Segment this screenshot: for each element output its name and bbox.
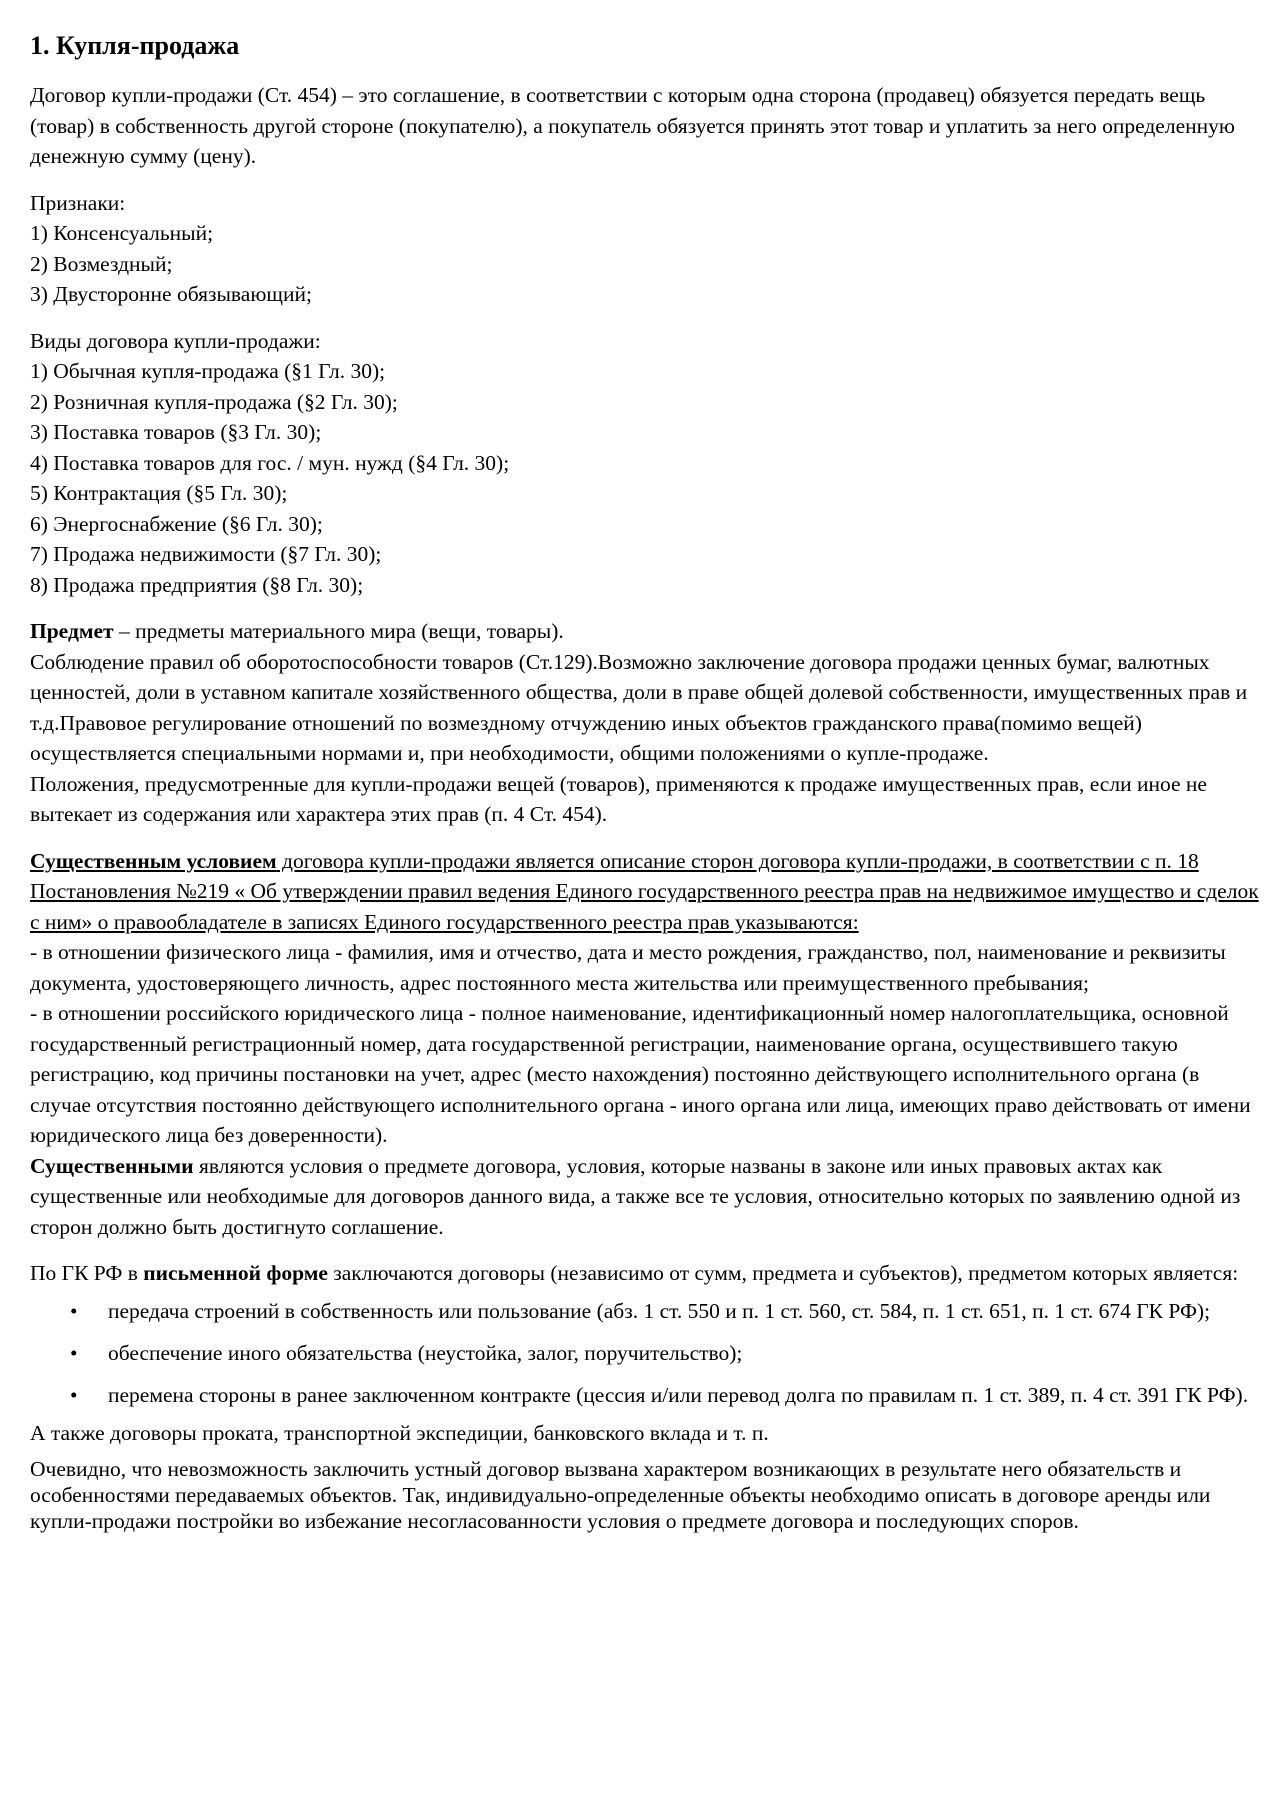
type-item: 1) Обычная купля-продажа (§1 Гл. 30); (30, 359, 386, 383)
list-item-text: перемена стороны в ранее заключенном контракте (цессия и/или перевод долга по правилам п. 1 ст. 389, п. 4 ст. 391 ГК РФ). (108, 1383, 1249, 1407)
features-heading: Признаки: (30, 190, 126, 215)
subject-term: Предмет (30, 619, 114, 643)
type-item: 8) Продажа предприятия (§8 Гл. 30); (30, 572, 364, 597)
written-post: заключаются договоры (независимо от сумм, предмета и субъектов), предметом которых является: (327, 1261, 1239, 1285)
written-form-section (30, 1260, 1260, 1534)
type-item: 6) Энергоснабжение (§6 Гл. 30); (30, 511, 323, 536)
written-term: письменной форме (143, 1261, 328, 1285)
type-item: 3) Поставка товаров (§3 Гл. 30); (30, 420, 322, 444)
page-title: 1. Купля-продажа (30, 31, 240, 60)
features-section (30, 188, 1260, 310)
essential-condition-paragraph (30, 846, 1260, 938)
essential-section (30, 846, 1260, 1243)
feature-item: 1) Консенсуальный; (30, 221, 214, 245)
essential-terms-paragraph (30, 1151, 1260, 1243)
bullet-mark: • (70, 1299, 78, 1323)
definition-paragraph: Договор купли-продажи (Ст. 454) – это соглашение, в соответствии с которым одна сторона (продавец) обязуется передать вещь (товар) в собственность другой стороне (покупателю), а покупатель обязуется принять этот товар и уплатить за него определенную денежную сумму (цену). (30, 83, 1235, 168)
essential-term: Существенным условием (30, 848, 277, 873)
document-page (30, 28, 1260, 1534)
list-item-text: обеспечение иного обязательства (неустойка, залог, поручительство); (108, 1341, 743, 1365)
conclusion-paragraph: Очевидно, что невозможность заключить устный договор вызвана характером возникающих в результате него обязательств и особенностями передаваемых объектов. Так, индивидуально-определенные объекты необходимо описать в договоре аренды или купли-продажи постройки во избежание несогласованности условия о предмете договора и последующих споров. (30, 1457, 1211, 1533)
essential-term-2: Существенными (30, 1153, 194, 1178)
bullet-mark: • (70, 1383, 78, 1407)
essential-text-2: являются условия о предмете договора, условия, которые названы в законе или иных правовых актах как существенные или необходимые для договоров данного вида, а также все те условия, относительно которых по заявлению одной из сторон должно быть достигнуто соглашение. (30, 1153, 1241, 1239)
written-pre: По ГК РФ в (30, 1261, 144, 1285)
list-item (30, 1340, 1260, 1366)
subject-text: – предметы материального мира (вещи, товары). (113, 619, 564, 643)
subject-paragraph (30, 616, 1260, 647)
types-heading: Виды договора купли-продажи: (30, 328, 321, 353)
bullet-mark: • (70, 1341, 78, 1365)
also-paragraph: А также договоры проката, транспортной экспедиции, банковского вклада и т. п. (30, 1421, 769, 1445)
subject-paragraph-2: Соблюдение правил об оборотоспособности товаров (Ст.129).Возможно заключение договора продажи ценных бумаг, валютных ценностей, доли в уставном капитале хозяйственного общества, доли в праве общей долевой собственности, имущественных прав и т.д.Правовое регулирование отношений по возмездному отчуждению иных объектов гражданского права(помимо вещей) осуществляется специальными нормами и, при необходимости, общими положениями о купле-продаже. (30, 649, 1248, 765)
type-item: 2) Розничная купля-продажа (§2 Гл. 30); (30, 389, 398, 414)
written-form-intro (30, 1260, 1260, 1286)
legal-entity-requirements: - в отношении российского юридического лица - полное наименование, идентификационный номер налогоплательщика, основной государственный регистрационный номер, дата государственной регистрации, наименование органа, осуществившего такую регистрацию, код причины постановки на учет, адрес (место нахождения) постоянно действующего исполнительного органа (в случае отсутствия постоянно действующего исполнительного органа - иного органа или лица, имеющих право действовать от имени юридического лица без доверенности). (30, 1001, 1251, 1147)
feature-item: 3) Двусторонне обязывающий; (30, 282, 312, 306)
type-item: 7) Продажа недвижимости (§7 Гл. 30); (30, 542, 382, 566)
list-item (30, 1382, 1260, 1408)
individual-requirements: - в отношении физического лица - фамилия, имя и отчество, дата и место рождения, гражданство, пол, наименование и реквизиты документа, удостоверяющего личность, адрес постоянного места жительства или преимущественного пребывания; (30, 940, 1226, 995)
list-item-text: передача строений в собственность или пользование (абз. 1 ст. 550 и п. 1 ст. 560, ст. 584, п. 1 ст. 651, п. 1 ст. 674 ГК РФ); (108, 1299, 1211, 1323)
written-form-list (30, 1298, 1260, 1408)
essential-text: договора купли-продажи является описание сторон договора купли-продажи, в соответствии с п. 18 Постановления №219 « Об утверждении правил ведения Единого государственного реестра прав на недвижимое имущество и сделок с ним» о правообладателе в записях Единого государственного реестра прав указываются: (30, 848, 1259, 934)
subject-section (30, 616, 1260, 830)
types-section (30, 326, 1260, 601)
feature-item: 2) Возмездный; (30, 251, 173, 276)
type-item: 4) Поставка товаров для гос. / мун. нужд (§4 Гл. 30); (30, 450, 510, 475)
subject-paragraph-3: Положения, предусмотренные для купли-продажи вещей (товаров), применяются к продаже имущественных прав, если иное не вытекает из содержания или характера этих прав (п. 4 Ст. 454). (30, 771, 1207, 826)
list-item (30, 1298, 1260, 1324)
type-item: 5) Контрактация (§5 Гл. 30); (30, 481, 288, 505)
